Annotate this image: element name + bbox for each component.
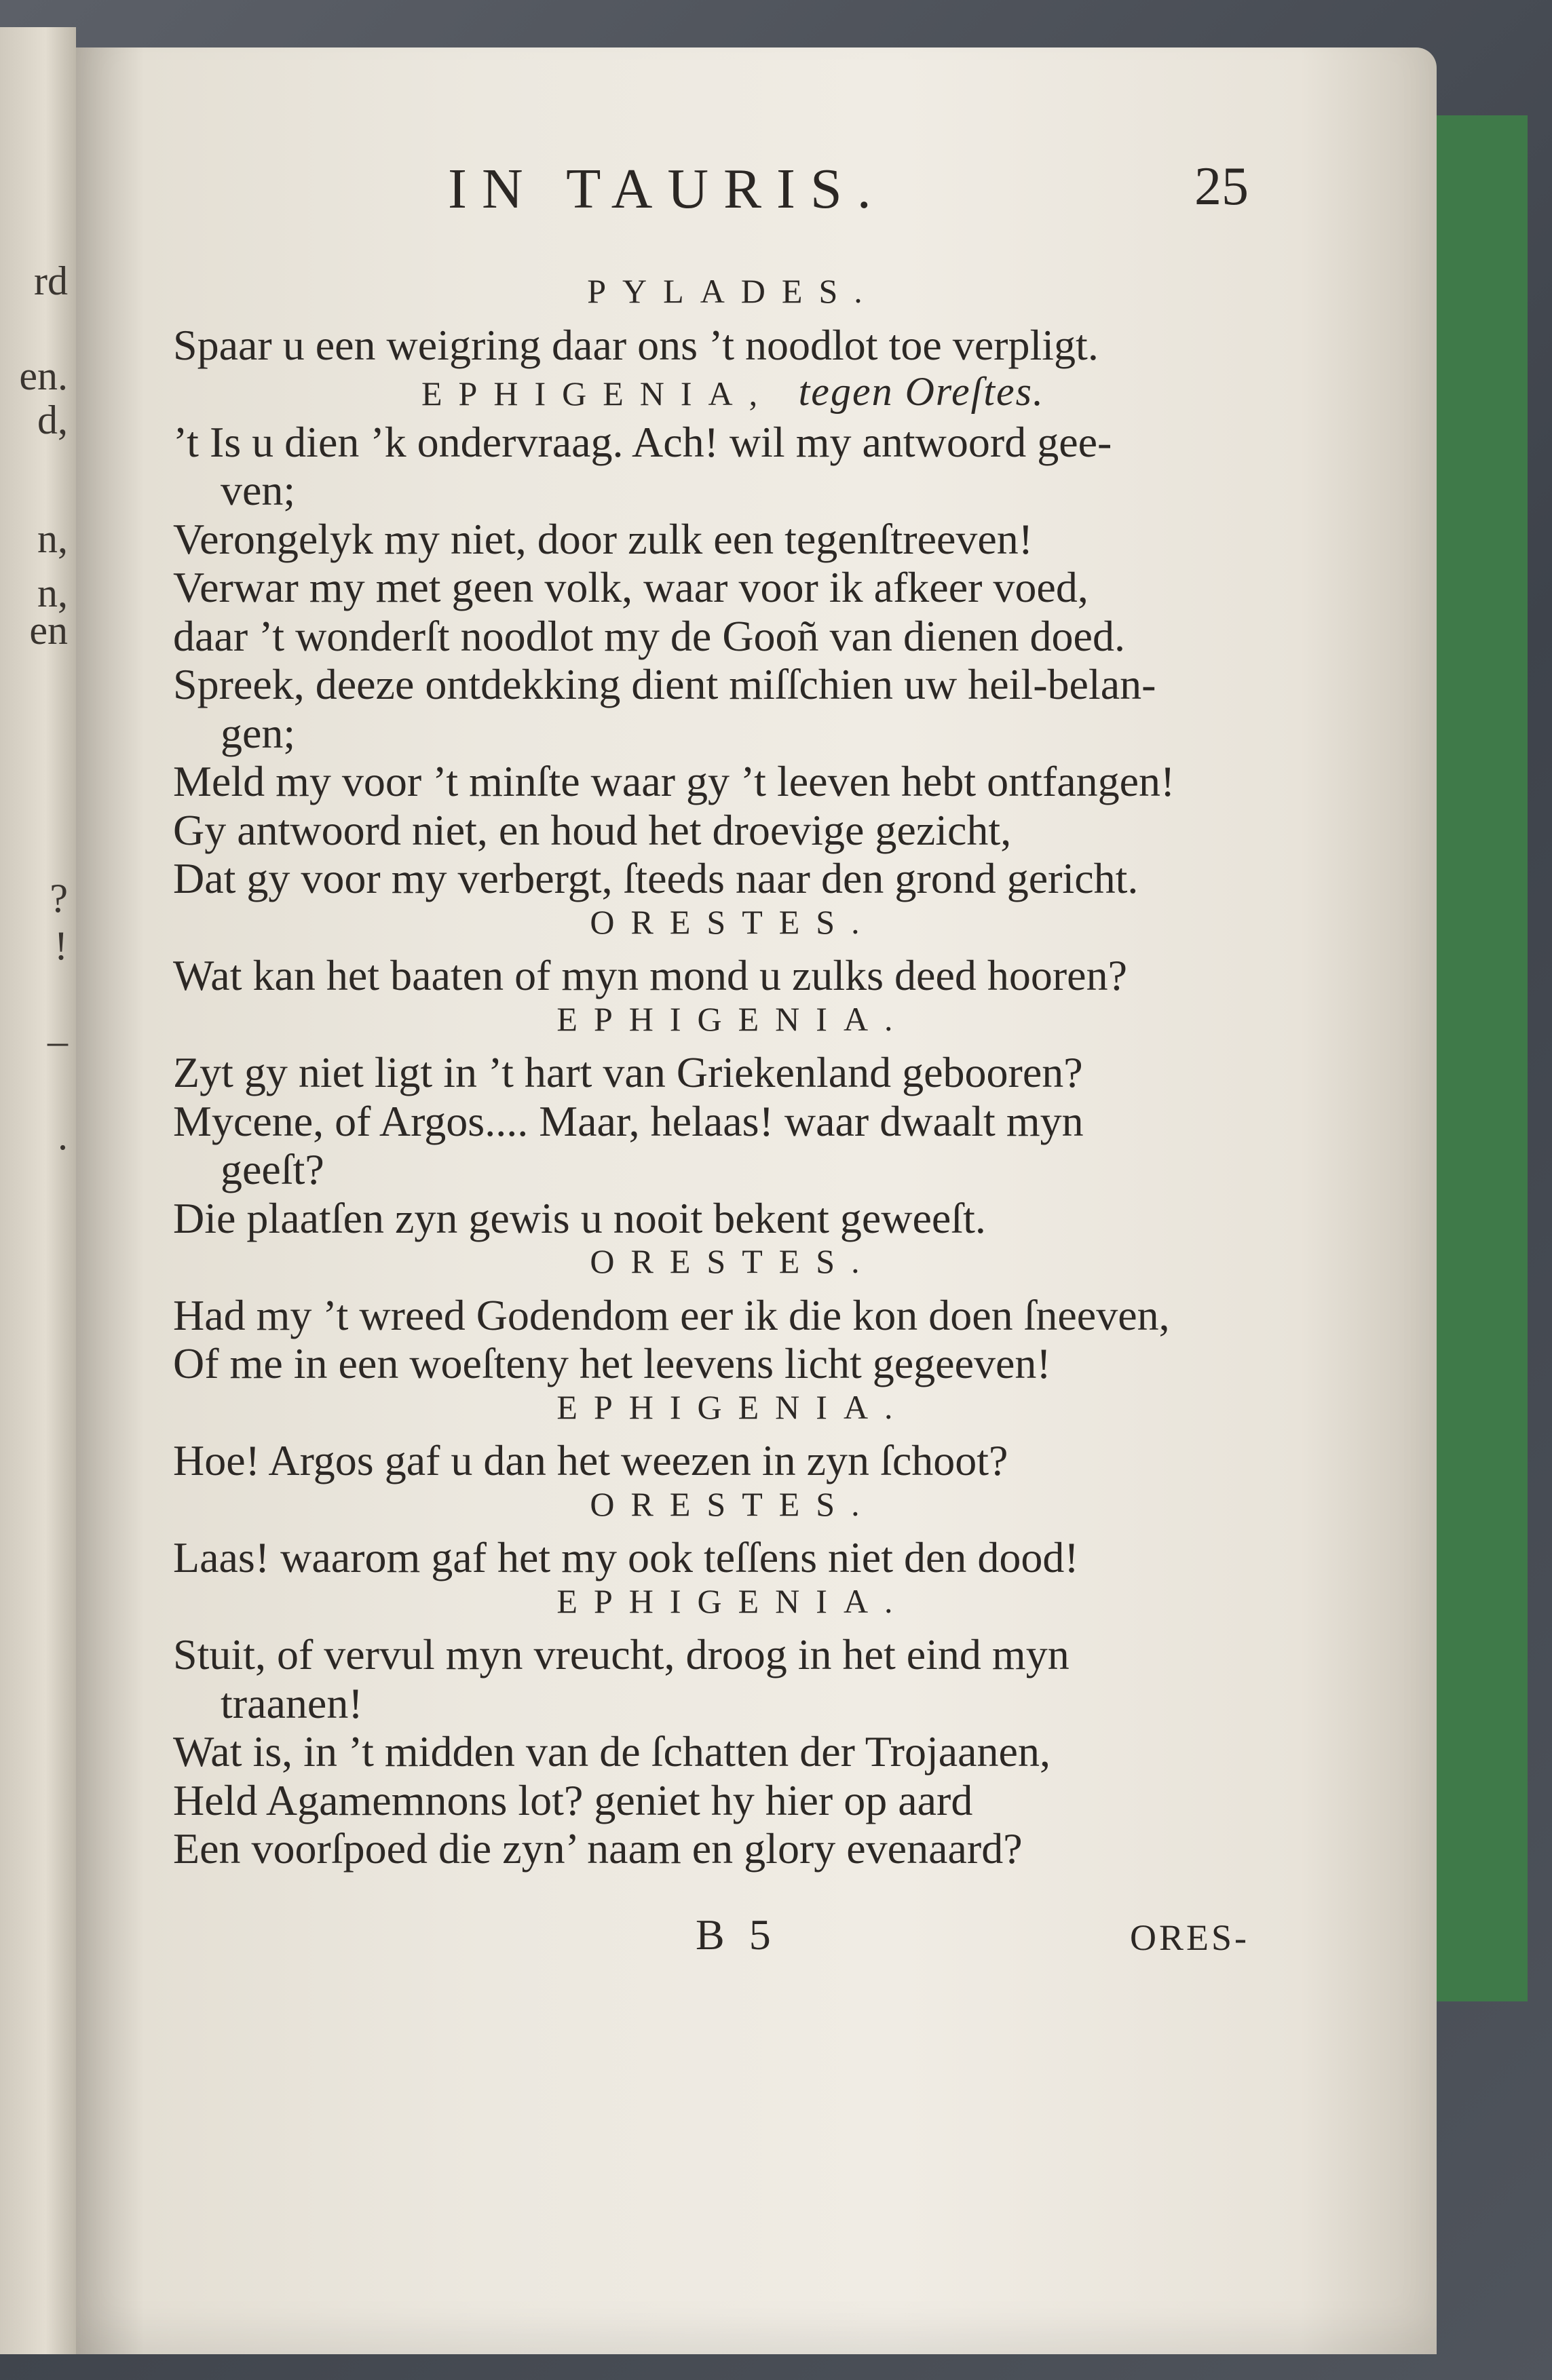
speaker-name xyxy=(173,271,1293,311)
verse-continuation: traanen! xyxy=(221,1679,363,1727)
verse-line: Verongelyk my niet, door zulk een tegenſtreeven! xyxy=(173,515,1034,563)
facing-page-edge xyxy=(0,27,76,2354)
verse-line: Had my ’t wreed Godendom eer ik die kon doen ſneeven, xyxy=(173,1291,1170,1339)
speaker-name xyxy=(173,1484,1293,1524)
facing-page-fragment: . xyxy=(58,1113,68,1158)
catchword: ORES- xyxy=(1130,1917,1250,1958)
verse-line: Zyt gy niet ligt in ’t hart van Griekenland gebooren? xyxy=(173,1048,1083,1096)
facing-page-fragment: n, xyxy=(37,516,68,561)
speaker-name xyxy=(173,1242,1293,1281)
speaker-label: EPHIGENIA, xyxy=(421,375,774,412)
facing-page-fragment: n, xyxy=(37,571,68,615)
facing-page-fragment: d, xyxy=(37,398,68,442)
verse-line: Verwar my met geen volk, waar voor ik afkeer voed, xyxy=(173,563,1089,611)
speaker-name xyxy=(173,902,1293,942)
facing-page-fragment: en xyxy=(29,608,68,653)
verse-line: Een voorſpoed die zyn’ naam en glory evenaard? xyxy=(173,1824,1023,1873)
page-number: 25 xyxy=(1194,157,1249,216)
verse-line: Meld my voor ’t minſte waar gy ’t leeven hebt ontfangen! xyxy=(173,757,1175,805)
verse-line: Die plaatſen zyn gewis u nooit bekent geweeſt. xyxy=(173,1194,986,1242)
speaker-label: ORESTES. xyxy=(590,903,876,941)
verse-line: Held Agamemnons lot? geniet hy hier op aard xyxy=(173,1776,973,1824)
speaker-label: EPHIGENIA. xyxy=(556,1582,909,1620)
facing-page-fragment: – xyxy=(48,1018,68,1063)
verse-line: daar ’t wonderſt noodlot my de Gooñ van dienen doed. xyxy=(173,612,1125,660)
verse-continuation: ven; xyxy=(221,466,296,514)
verse-line: Hoe! Argos gaf u dan het weezen in zyn ſchoot? xyxy=(173,1436,1008,1484)
facing-page-fragment: ? xyxy=(50,876,68,921)
speaker-name xyxy=(173,368,1293,415)
signature-mark: B 5 xyxy=(696,1911,778,1959)
verse-line: Gy antwoord niet, en houd het droevige gezicht, xyxy=(173,806,1012,854)
speaker-label: ORESTES. xyxy=(590,1242,876,1280)
speaker-label: PYLADES. xyxy=(587,272,879,310)
verse-line: Stuit, of vervul myn vreucht, droog in het eind myn xyxy=(173,1630,1070,1678)
facing-page-fragment: ! xyxy=(54,923,68,968)
facing-page-fragment: en. xyxy=(19,353,68,398)
verse-line: Laas! waarom gaf het my ook teſſens niet den dood! xyxy=(173,1533,1079,1581)
speaker-name xyxy=(173,999,1293,1039)
stage-direction: tegen Oreſtes. xyxy=(798,369,1044,414)
verse-line: Wat is, in ’t midden van de ſchatten der Trojaanen, xyxy=(173,1727,1051,1776)
verse-line: Dat gy voor my verbergt, ſteeds naar den grond gericht. xyxy=(173,854,1139,902)
speaker-label: EPHIGENIA. xyxy=(556,1388,909,1426)
verse-line: Of me in een woeſteny het leevens licht gegeeven! xyxy=(173,1339,1051,1387)
speaker-label: EPHIGENIA. xyxy=(556,1000,909,1038)
facing-page-fragment: rd xyxy=(34,258,68,303)
verse-continuation: geeſt? xyxy=(221,1145,324,1193)
verse-continuation: gen; xyxy=(221,709,296,757)
page-header xyxy=(448,156,1262,237)
verse-line: Mycene, of Argos.... Maar, helaas! waar dwaalt myn xyxy=(173,1097,1084,1145)
speaker-label: ORESTES. xyxy=(590,1485,876,1523)
speaker-name xyxy=(173,1387,1293,1427)
verse-line: Spreek, deeze ontdekking dient miſſchien uw heil-belan- xyxy=(173,660,1156,708)
verse-line: Spaar u een weigring daar ons ’t noodlot toe verpligt. xyxy=(173,321,1099,369)
speaker-name xyxy=(173,1581,1293,1621)
running-title: IN TAURIS. xyxy=(448,157,886,220)
page-footer xyxy=(173,1910,1293,1971)
book-cover-edge xyxy=(1422,115,1528,2001)
verse-line: Wat kan het baaten of myn mond u zulks deed hooren? xyxy=(173,951,1127,999)
verse-line: ’t Is u dien ’k ondervraag. Ach! wil my antwoord gee- xyxy=(173,418,1112,466)
